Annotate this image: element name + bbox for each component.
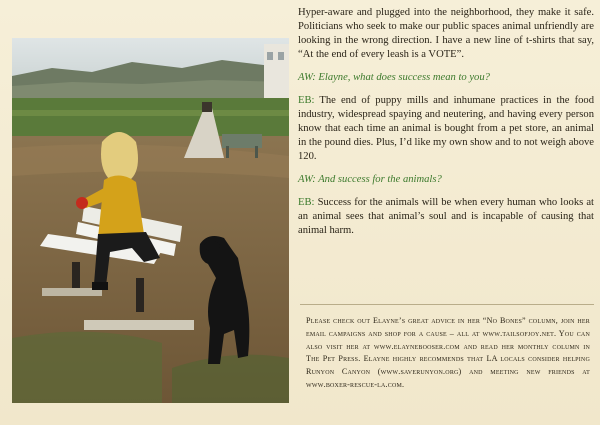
answer-1 bbox=[298, 94, 594, 164]
answer-2 bbox=[298, 196, 594, 238]
question-1-text: Elayne, what does success mean to you? bbox=[315, 72, 490, 83]
question-2-speaker: AW: bbox=[298, 174, 316, 185]
photo-illustration bbox=[12, 38, 289, 403]
question-2 bbox=[298, 173, 594, 187]
divider-rule bbox=[300, 304, 594, 305]
text-column bbox=[298, 6, 594, 247]
answer-1-text: The end of puppy mills and inhumane practices in the food industry, widespread spaying and neutering, and having every person know that each time an animal is bought from a pet store, an animal in the pound dies. Plus, I’d like my own show and to not weigh above 120. bbox=[298, 95, 595, 162]
answer-2-text: Success for the animals will be when every human who looks at an animal sees that animal’s soul and is incapable of causing that animal harm. bbox=[298, 197, 594, 236]
question-2-text: And success for the animals? bbox=[315, 174, 442, 185]
answer-1-speaker: EB: bbox=[298, 95, 315, 106]
intro-paragraph: Hyper-aware and plugged into the neighborhood, they make it safe. Politicians who seek to make our public spaces animal unfriendly are looking in the wrong direction. I have a new line of t-shirts that say, “At the end of every leash is a VOTE”. bbox=[298, 7, 594, 60]
resources-note: Please check out Elayne’s great advice in her “No Bones” column, join her email campaigns and shop for a cause – all at www.tailsofjoy.net. You can also visit her at www.elaynebooser.com and read her monthly column in The Pet Press. Elayne highly recommends that LA locals consider helping Runyon Canyon (www.saverunyon.org) and meeting new friends at www.boxer-rescue-la.com. bbox=[306, 316, 590, 389]
question-1 bbox=[298, 71, 594, 85]
photo bbox=[12, 38, 289, 403]
question-1-speaker: AW: bbox=[298, 72, 316, 83]
answer-2-speaker: EB: bbox=[298, 197, 315, 208]
